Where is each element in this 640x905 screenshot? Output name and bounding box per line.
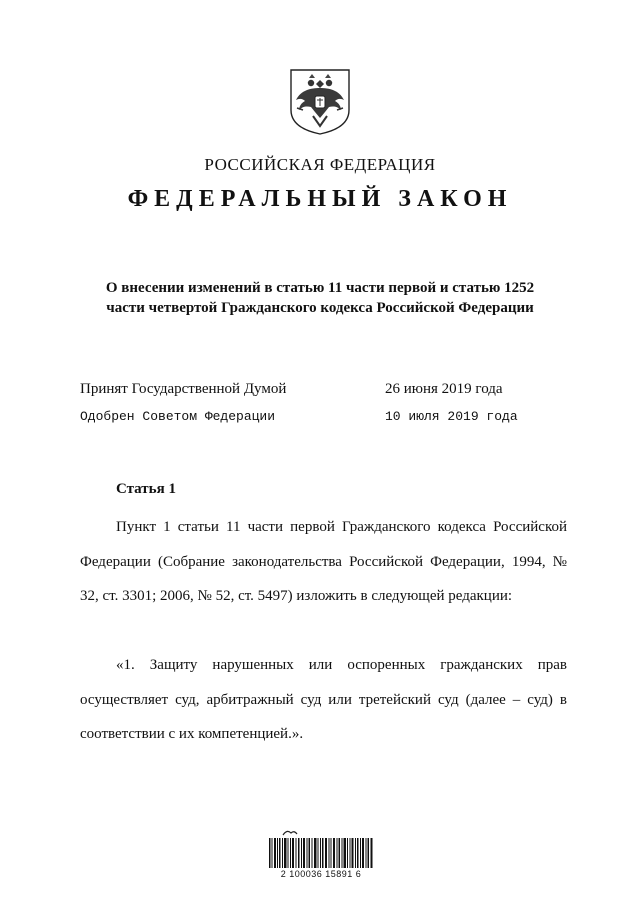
- law-subject-line-2: части четвертой Гражданского кодекса Российской Федерации: [106, 300, 534, 316]
- article-title: Статья 1: [116, 481, 176, 497]
- duma-adoption-date: 26 июня 2019 года: [385, 381, 503, 397]
- council-approval-row: [80, 409, 518, 424]
- council-approval-label: Одобрен Советом Федерации: [80, 409, 276, 424]
- council-approval-date: 10 июля 2019 года: [385, 409, 518, 424]
- law-subject-line-1: О внесении изменений в статью 11 части первой и статью 1252: [105, 280, 535, 296]
- article-paragraph-2: «1. Защиту нарушенных или оспоренных гражданских прав осуществляет суд, арбитражный суд или третейский суд (далее – суд) в соответствии с их компетенцией.».: [80, 657, 567, 742]
- barcode-number: 2 100036 15891 6: [280, 869, 362, 879]
- coat-of-arms-icon: [287, 66, 353, 136]
- country-name: РОССИЙСКАЯ ФЕДЕРАЦИЯ: [204, 155, 436, 174]
- barcode-icon: [268, 838, 374, 868]
- barcode-mark-icon: [282, 828, 298, 836]
- document-type: ФЕДЕРАЛЬНЫЙ ЗАКОН: [127, 186, 513, 212]
- article-paragraph-1: Пункт 1 статьи 11 части первой Гражданского кодекса Российской Федерации (Собрание законодательства Российской Федерации, 1994, № 32, ст. 3301; 2006, № 52, ст. 5497) изложить в следующей редакции:: [80, 519, 567, 604]
- law-subject: [70, 278, 570, 318]
- duma-adoption-label: Принят Государственной Думой: [80, 381, 287, 397]
- document-barcode: [268, 828, 374, 880]
- duma-adoption-row: [80, 381, 503, 398]
